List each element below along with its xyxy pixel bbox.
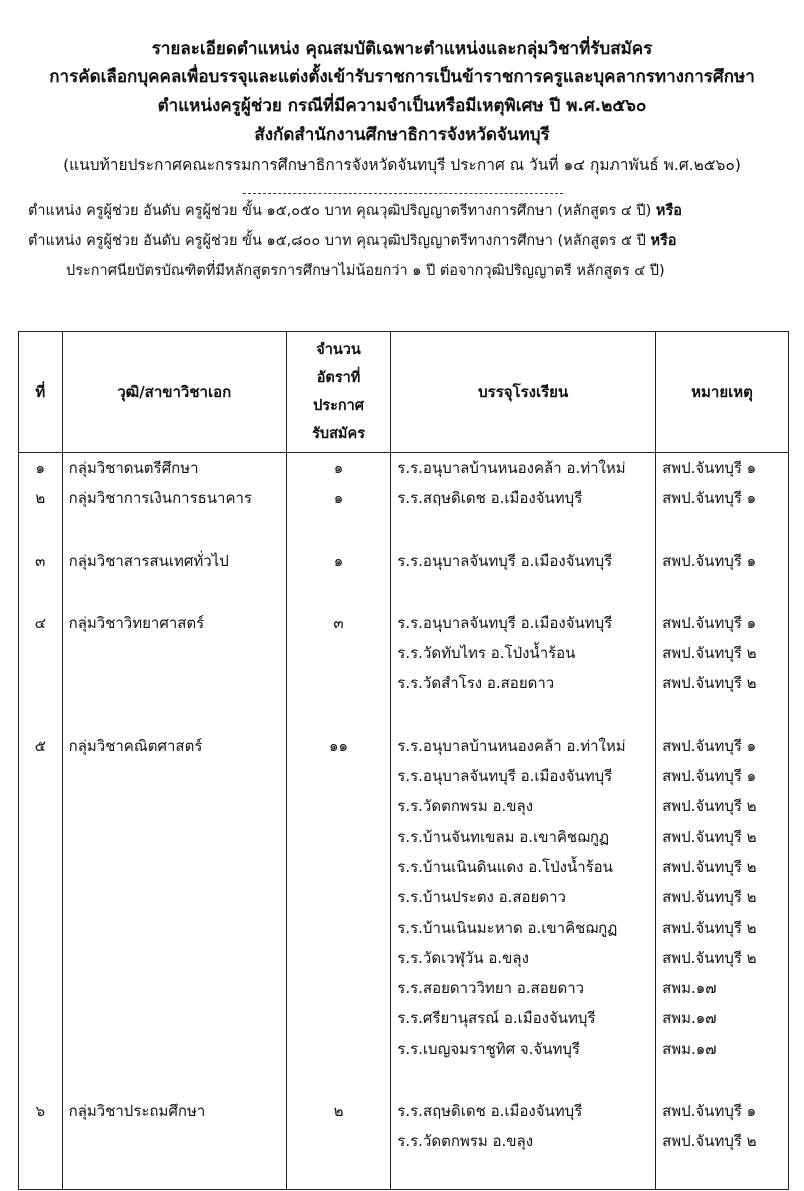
note-text: สพป.จันทบุรี ๒ bbox=[662, 827, 757, 846]
row-number-cell bbox=[19, 453, 63, 484]
doc-subtitle: การคัดเลือกบุคคลเพื่อบรรจุและแต่งตั้งเข้ารับราชการเป็นข้าราชการครูและบุคลากรทางการศึกษา bbox=[49, 67, 755, 87]
row-number: ๒ bbox=[35, 489, 46, 508]
doc-position-title: ตำแหน่งครูผู้ช่วย กรณีที่มีความจำเป็นหรือมีเหตุพิเศษ ปี พ.ศ.๒๕๖๐ bbox=[157, 96, 647, 116]
row-number: ๕ bbox=[34, 736, 46, 755]
school-name: ร.ร.บ้านประตง อ.สอยดาว bbox=[397, 888, 566, 907]
row-schools-cell bbox=[391, 546, 656, 608]
position-line-1 bbox=[28, 196, 788, 226]
note-text: สพป.จันทบุรี ๑ bbox=[662, 459, 757, 477]
row-schools-cell bbox=[391, 731, 656, 1096]
school-name: ร.ร.วัดทับไทร อ.โป่งน้ำร้อน bbox=[397, 644, 576, 663]
row-notes-cell bbox=[656, 453, 789, 484]
note-text: สพป.จันทบุรี ๒ bbox=[662, 888, 757, 907]
note-text: สพป.จันทบุรี ๒ bbox=[662, 797, 757, 816]
position-line-2 bbox=[28, 226, 788, 256]
note-text: สพม.๑๗ bbox=[662, 1039, 717, 1058]
table-row bbox=[19, 483, 789, 545]
school-name: ร.ร.อนุบาลบ้านหนองคล้า อ.ท่าใหม่ bbox=[397, 459, 626, 477]
note-text: สพม.๑๗ bbox=[662, 979, 717, 998]
row-count-cell bbox=[286, 546, 390, 608]
row-count-cell bbox=[286, 731, 390, 1096]
row-field-cell bbox=[62, 546, 286, 608]
position-line-1-text: ตำแหน่ง ครูผู้ช่วย อันดับ ครูผู้ช่วย ขั้น ๑๕,๐๕๐ บาท คุณวุฒิปริญญาตรีทางการศึกษา (หลักสูตร ๔ ปี) bbox=[28, 203, 652, 219]
school-name: ร.ร.วัดตกพรม อ.ขลุง bbox=[397, 797, 534, 816]
row-number-cell bbox=[19, 483, 63, 545]
school-name: ร.ร.บ้านเนินดินแดง อ.โป่งน้ำร้อน bbox=[397, 857, 613, 876]
row-notes-cell bbox=[656, 1096, 789, 1189]
row-number-cell bbox=[19, 1096, 63, 1189]
row-number: ๓ bbox=[35, 551, 46, 570]
note-text: สพป.จันทบุรี ๒ bbox=[662, 674, 757, 693]
note-text: สพป.จันทบุรี ๑ bbox=[662, 767, 757, 786]
row-number-cell bbox=[19, 731, 63, 1096]
row-schools-cell bbox=[391, 453, 656, 484]
header-school: บรรจุโรงเรียน bbox=[391, 332, 656, 453]
row-field-cell bbox=[62, 1096, 286, 1189]
row-field-cell bbox=[62, 608, 286, 731]
position-line-2-text: ตำแหน่ง ครูผู้ช่วย อันดับ ครูผู้ช่วย ขั้น ๑๕,๘๐๐ บาท คุณวุฒิปริญญาตรีทางการศึกษา (หลักสูตร ๕ ปี bbox=[28, 233, 646, 249]
table-header-row bbox=[19, 332, 789, 453]
note-text: สพป.จันทบุรี ๑ bbox=[662, 613, 757, 632]
note-text: สพป.จันทบุรี ๑ bbox=[662, 551, 757, 570]
row-count: ๑๑ bbox=[329, 736, 349, 755]
row-schools-cell bbox=[391, 483, 656, 545]
header-count-l3: ประกาศ bbox=[313, 398, 364, 414]
table-row bbox=[19, 731, 789, 1096]
note-text: สพป.จันทบุรี ๒ bbox=[662, 1132, 757, 1151]
school-name: ร.ร.อนุบาลจันทบุรี อ.เมืองจันทบุรี bbox=[397, 767, 613, 786]
school-name: ร.ร.สฤษดิเดช อ.เมืองจันทบุรี bbox=[397, 489, 583, 508]
row-count: ๒ bbox=[333, 1102, 344, 1121]
note-text: สพป.จันทบุรี ๑ bbox=[662, 736, 757, 755]
row-number: ๑ bbox=[35, 459, 46, 477]
header-field: วุฒิ/สาขาวิชาเอก bbox=[62, 332, 286, 453]
header-count bbox=[286, 332, 390, 453]
row-number-cell bbox=[19, 608, 63, 731]
note-text: สพป.จันทบุรี ๒ bbox=[662, 644, 757, 663]
row-notes-cell bbox=[656, 608, 789, 731]
doc-title: รายละเอียดตำแหน่ง คุณสมบัติเฉพาะตำแหน่งและกลุ่มวิชาที่รับสมัคร bbox=[151, 39, 653, 59]
table-row bbox=[19, 1096, 789, 1189]
row-count-cell bbox=[286, 483, 390, 545]
school-name: ร.ร.วัดสำโรง อ.สอยดาว bbox=[397, 674, 555, 693]
row-count-cell bbox=[286, 453, 390, 484]
note-text: สพม.๑๗ bbox=[662, 1009, 717, 1028]
note-text: สพป.จันทบุรี ๑ bbox=[662, 1102, 757, 1121]
school-name: ร.ร.อนุบาลบ้านหนองคล้า อ.ท่าใหม่ bbox=[397, 736, 626, 755]
table-row bbox=[19, 546, 789, 608]
school-name: ร.ร.อนุบาลจันทบุรี อ.เมืองจันทบุรี bbox=[397, 613, 613, 632]
position-line-1-or: หรือ bbox=[655, 203, 682, 219]
position-line-3: ประกาศนียบัตรบัณฑิตที่มีหลักสูตรการศึกษาไม่น้อยกว่า ๑ ปี ต่อจากวุฒิปริญญาตรี หลักสูตร ๔ ปี) bbox=[66, 263, 665, 279]
doc-attachment-note: (แนบท้ายประกาศคณะกรรมการศึกษาธิการจังหวัดจันทบุรี ประกาศ ณ วันที่ ๑๔ กุมภาพันธ์ พ.ศ.๒๕๖๐) bbox=[63, 156, 741, 174]
table-row bbox=[19, 453, 789, 484]
row-schools-cell bbox=[391, 1096, 656, 1189]
school-name: ร.ร.เบญจมราชูทิศ จ.จันทบุรี bbox=[397, 1039, 580, 1058]
header-note: หมายเหตุ bbox=[656, 332, 789, 453]
doc-agency: สังกัดสำนักงานศึกษาธิการจังหวัดจันทบุรี bbox=[254, 125, 550, 145]
header-no: ที่ bbox=[19, 332, 63, 453]
row-field-cell bbox=[62, 731, 286, 1096]
header-count-l1: จำนวน bbox=[316, 342, 361, 358]
row-number: ๔ bbox=[34, 613, 46, 632]
row-field-cell bbox=[62, 483, 286, 545]
table-row bbox=[19, 608, 789, 731]
school-name: ร.ร.สอยดาววิทยา อ.สอยดาว bbox=[397, 979, 585, 998]
row-count: ๑ bbox=[333, 489, 344, 508]
row-notes-cell bbox=[656, 731, 789, 1096]
row-count-cell bbox=[286, 1096, 390, 1189]
school-name: ร.ร.ศรียานุสรณ์ อ.เมืองจันทบุรี bbox=[397, 1009, 596, 1028]
position-line-2-or: หรือ bbox=[650, 233, 677, 249]
row-field: กลุ่มวิชาคณิตศาสตร์ bbox=[68, 736, 203, 755]
school-name: ร.ร.อนุบาลจันทบุรี อ.เมืองจันทบุรี bbox=[397, 551, 613, 570]
school-name: ร.ร.วัดเวฬุวัน อ.ขลุง bbox=[397, 948, 529, 967]
header-count-l2: อัตราที่ bbox=[316, 370, 361, 386]
row-schools-cell bbox=[391, 608, 656, 731]
row-count: ๑ bbox=[333, 551, 344, 570]
note-text: สพป.จันทบุรี ๒ bbox=[662, 948, 757, 967]
row-notes-cell bbox=[656, 546, 789, 608]
school-name: ร.ร.บ้านจันทเขลม อ.เขาคิชฌกูฏ bbox=[397, 827, 610, 846]
row-field: กลุ่มวิชาวิทยาศาสตร์ bbox=[68, 613, 205, 632]
school-name: ร.ร.บ้านเนินมะหาด อ.เขาคิชฌกูฏ bbox=[397, 918, 618, 937]
note-text: สพป.จันทบุรี ๒ bbox=[662, 918, 757, 937]
row-number: ๖ bbox=[35, 1102, 46, 1121]
row-number-cell bbox=[19, 546, 63, 608]
row-count-cell bbox=[286, 608, 390, 731]
header-count-l4: รับสมัคร bbox=[312, 426, 365, 442]
row-count: ๑ bbox=[333, 459, 344, 477]
positions-table bbox=[18, 331, 789, 1190]
note-text: สพป.จันทบุรี ๒ bbox=[662, 857, 757, 876]
note-text: สพป.จันทบุรี ๑ bbox=[662, 489, 757, 508]
row-field: กลุ่มวิชาสารสนเทศทั่วไป bbox=[68, 551, 229, 570]
row-field: กลุ่มวิชาการเงินการธนาคาร bbox=[68, 489, 252, 508]
school-name: ร.ร.วัดตกพรม อ.ขลุง bbox=[397, 1132, 534, 1151]
row-count: ๓ bbox=[333, 613, 344, 632]
row-field-cell bbox=[62, 453, 286, 484]
separator-line bbox=[243, 193, 563, 194]
school-name: ร.ร.สฤษดิเดช อ.เมืองจันทบุรี bbox=[397, 1102, 583, 1121]
row-field: กลุ่มวิชาดนตรีศึกษา bbox=[68, 459, 199, 477]
row-notes-cell bbox=[656, 483, 789, 545]
row-field: กลุ่มวิชาประถมศึกษา bbox=[68, 1102, 206, 1121]
